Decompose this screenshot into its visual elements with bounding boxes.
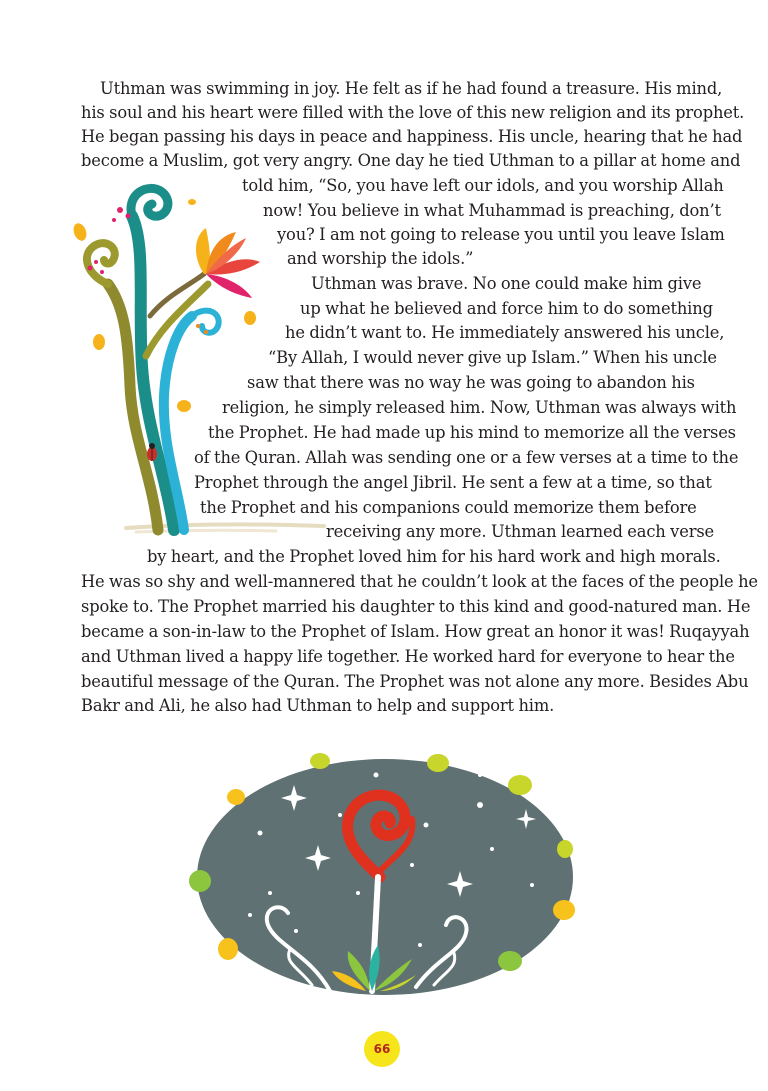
story-line-9: Uthman was brave. No one could make him give — [311, 274, 702, 293]
page-number: 66 — [364, 1031, 400, 1067]
story-line-24: and Uthman lived a happy life together. He worked hard for everyone to hear the — [81, 647, 735, 666]
story-line-20: by heart, and the Prophet loved him for his hard work and high morals. — [147, 547, 721, 566]
night-sky-illustration — [180, 745, 590, 1005]
tree-flower-illustration — [66, 176, 366, 536]
story-line-4: become a Muslim, got very angry. One day he tied Uthman to a pillar at home and — [81, 151, 741, 170]
story-line-16: of the Quran. Allah was sending one or a few verses at a time to the — [194, 448, 739, 467]
story-line-18: the Prophet and his companions could memorize them before — [200, 498, 697, 517]
story-line-5: told him, “So, you have left our idols, and you worship Allah — [242, 176, 724, 195]
story-line-7: you? I am not going to release you until you leave Islam — [277, 225, 725, 244]
story-line-12: “By Allah, I would never give up Islam.” When his uncle — [268, 348, 717, 367]
story-line-3: He began passing his days in peace and happiness. His uncle, hearing that he had — [81, 127, 743, 146]
story-line-2: his soul and his heart were filled with the love of this new religion and its prophet. — [81, 103, 745, 122]
story-line-14: religion, he simply released him. Now, Uthman was always with — [222, 398, 737, 417]
story-line-15: the Prophet. He had made up his mind to memorize all the verses — [208, 423, 736, 442]
story-line-26: Bakr and Ali, he also had Uthman to help and support him. — [81, 696, 555, 715]
story-line-10: up what he believed and force him to do something — [300, 299, 713, 318]
story-line-13: saw that there was no way he was going to abandon his — [247, 373, 695, 392]
story-line-25: beautiful message of the Quran. The Prophet was not alone any more. Besides Abu — [81, 672, 749, 691]
story-line-17: Prophet through the angel Jibril. He sent a few at a time, so that — [194, 473, 712, 492]
story-line-21: He was so shy and well-mannered that he couldn’t look at the faces of the people he — [81, 572, 758, 591]
story-line-19: receiving any more. Uthman learned each verse — [326, 522, 715, 541]
story-line-11: he didn’t want to. He immediately answered his uncle, — [285, 323, 725, 342]
story-line-8: and worship the idols.” — [287, 249, 474, 268]
story-line-1: Uthman was swimming in joy. He felt as if he had found a treasure. His mind, — [100, 79, 723, 98]
story-line-6: now! You believe in what Muhammad is preaching, don’t — [263, 201, 721, 220]
story-line-22: spoke to. The Prophet married his daughter to this kind and good-natured man. He — [81, 597, 751, 616]
story-line-23: became a son-in-law to the Prophet of Islam. How great an honor it was! Ruqayyah — [81, 622, 750, 641]
